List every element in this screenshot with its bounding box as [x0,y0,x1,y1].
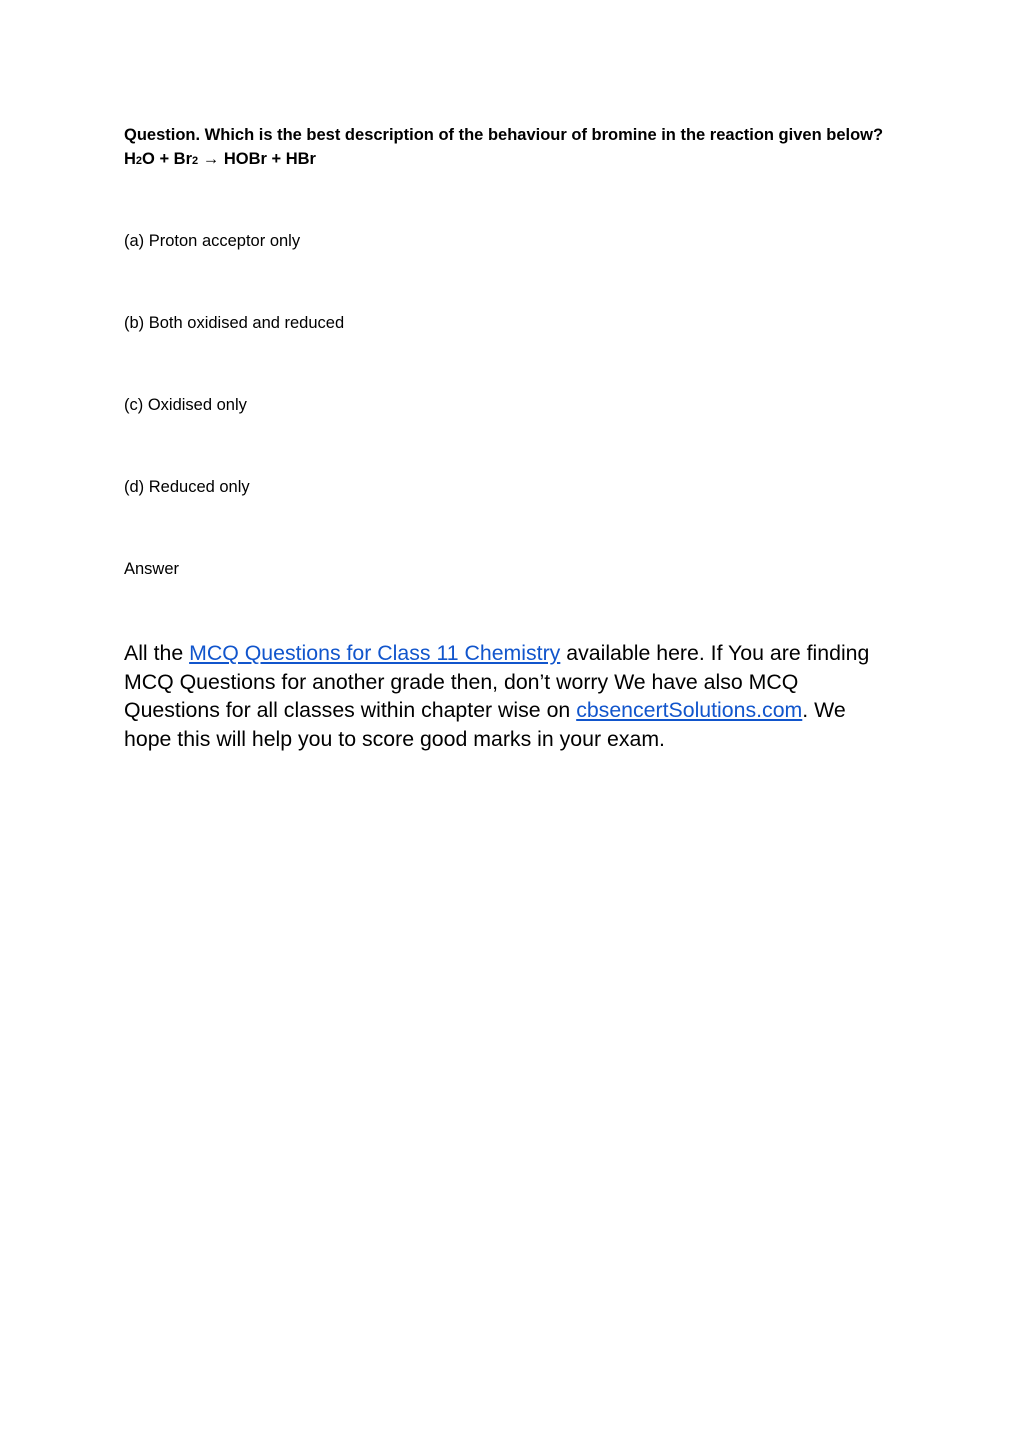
subscript-2-bromine: 2 [192,155,199,167]
question-prefix: Question. Which is the best description of the behaviour of bromine in the reaction given below? H [124,126,884,168]
option-b: (b) Both oxidised and reduced [124,314,345,332]
question-suffix: → HOBr + HBr [198,150,316,168]
question-text [124,123,904,173]
closing-text-1: All the [124,641,190,665]
mcq-class-11-chemistry-link[interactable]: MCQ Questions for Class 11 Chemistry [189,641,561,665]
question-mid: O + Br [142,150,193,168]
closing-text-3: . We hope this will help you to score good marks in your exam. [124,698,846,752]
option-c: (c) Oxidised only [124,396,247,414]
option-d: (d) Reduced only [124,478,250,496]
subscript-2-water: 2 [135,155,143,167]
closing-text-2: available here. If You are finding MCQ Questions for another grade then, don’t worry We have also MCQ Questions for all classes within chapter wise on [124,641,870,723]
closing-paragraph [124,639,884,754]
option-a: (a) Proton acceptor only [124,232,301,250]
cbsencertsolutions-link[interactable]: cbsencertSolutions.com [576,698,803,723]
answer-label: Answer [124,560,180,578]
